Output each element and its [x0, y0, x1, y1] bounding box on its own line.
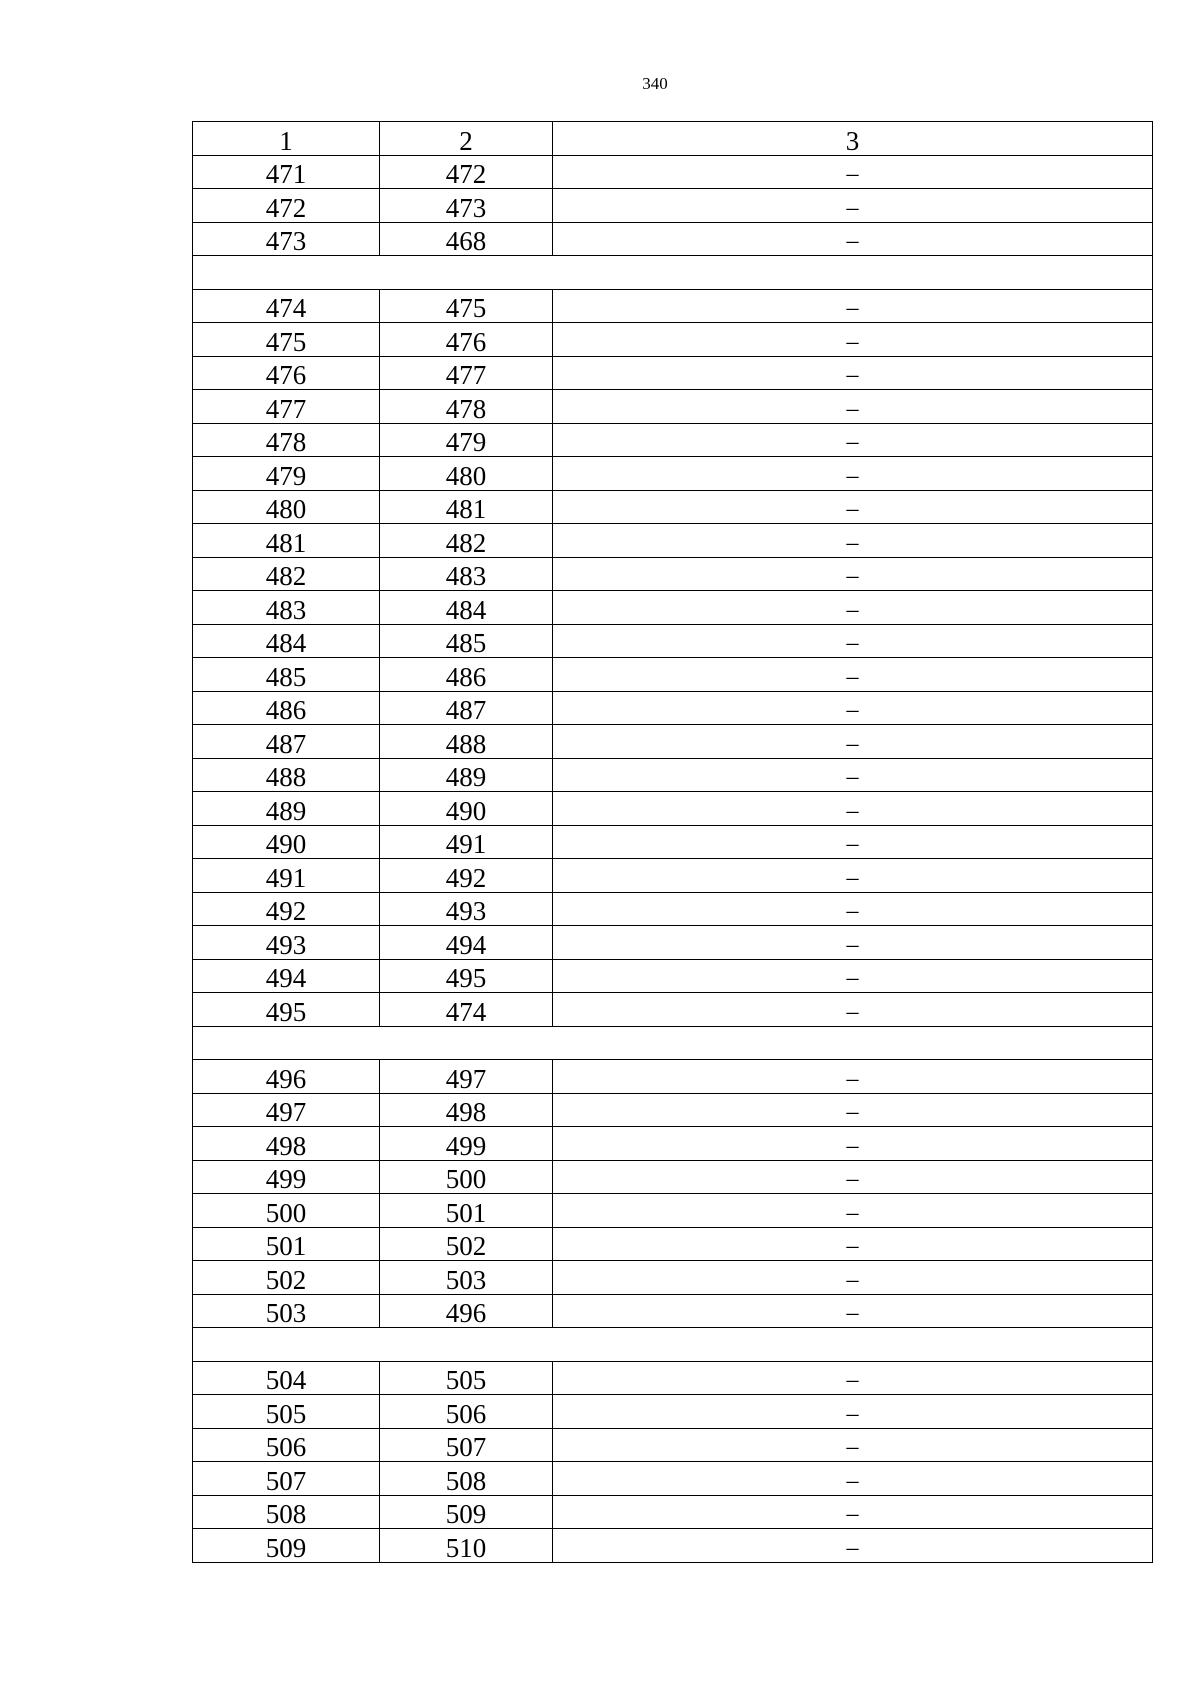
cell-col-2: 500: [380, 1160, 553, 1194]
table-row: [193, 591, 1153, 625]
cell-col-3: –: [553, 725, 1153, 759]
table-row: [193, 758, 1153, 792]
table-row: [193, 892, 1153, 926]
cell-col-1: 500: [193, 1194, 380, 1228]
data-table-container: [192, 121, 1152, 1563]
cell-col-2: 491: [380, 825, 553, 859]
cell-col-1: 488: [193, 758, 380, 792]
table-row: [193, 222, 1153, 256]
cell-col-3: –: [553, 892, 1153, 926]
cell-col-3: –: [553, 1227, 1153, 1261]
cell-col-1: 479: [193, 457, 380, 491]
cell-col-1: 499: [193, 1160, 380, 1194]
cell-col-2: 487: [380, 691, 553, 725]
cell-col-1: 497: [193, 1093, 380, 1127]
cell-col-2: 477: [380, 356, 553, 390]
cell-col-3: –: [553, 1361, 1153, 1395]
cell-col-1: 474: [193, 289, 380, 323]
cell-col-1: 492: [193, 892, 380, 926]
cell-col-3: –: [553, 356, 1153, 390]
table-row: [193, 289, 1153, 323]
cell-col-2: 484: [380, 591, 553, 625]
cell-col-1: 482: [193, 557, 380, 591]
cell-col-1: 505: [193, 1395, 380, 1429]
cell-col-1: 495: [193, 993, 380, 1027]
cell-col-3: –: [553, 155, 1153, 189]
cell-col-3: –: [553, 859, 1153, 893]
cell-col-1: 485: [193, 658, 380, 692]
cell-col-2: 510: [380, 1529, 553, 1563]
cell-col-3: –: [553, 490, 1153, 524]
table-row: [193, 423, 1153, 457]
cell-col-3: –: [553, 457, 1153, 491]
cell-col-2: 475: [380, 289, 553, 323]
table-row: [193, 658, 1153, 692]
table-separator-row: [193, 256, 1153, 290]
table-row: [193, 859, 1153, 893]
table-row: [193, 1127, 1153, 1161]
cell-col-2: 482: [380, 524, 553, 558]
cell-col-1: 480: [193, 490, 380, 524]
table-row: [193, 1093, 1153, 1127]
cell-col-2: 492: [380, 859, 553, 893]
table-row: [193, 356, 1153, 390]
cell-col-3: –: [553, 1495, 1153, 1529]
cell-col-2: 507: [380, 1428, 553, 1462]
table-row: [193, 1160, 1153, 1194]
cell-col-2: 481: [380, 490, 553, 524]
cell-col-2: 483: [380, 557, 553, 591]
table-row: [193, 1194, 1153, 1228]
data-table: [192, 121, 1153, 1563]
cell-col-1: 502: [193, 1261, 380, 1295]
cell-col-2: 502: [380, 1227, 553, 1261]
cell-col-1: 473: [193, 222, 380, 256]
cell-col-1: 472: [193, 189, 380, 223]
cell-col-3: –: [553, 524, 1153, 558]
cell-col-2: 505: [380, 1361, 553, 1395]
cell-col-1: 476: [193, 356, 380, 390]
table-row: [193, 155, 1153, 189]
table-separator-row: [193, 1328, 1153, 1362]
cell-col-3: –: [553, 189, 1153, 223]
cell-col-1: 483: [193, 591, 380, 625]
table-row: [193, 1361, 1153, 1395]
table-row: [193, 792, 1153, 826]
column-header-3: 3: [553, 122, 1153, 156]
cell-col-3: –: [553, 1127, 1153, 1161]
cell-col-2: 480: [380, 457, 553, 491]
table-body: [193, 155, 1153, 1562]
table-row: [193, 926, 1153, 960]
cell-col-2: 497: [380, 1060, 553, 1094]
cell-col-3: –: [553, 792, 1153, 826]
cell-col-1: 506: [193, 1428, 380, 1462]
cell-col-1: 503: [193, 1294, 380, 1328]
cell-col-1: 508: [193, 1495, 380, 1529]
cell-col-2: 494: [380, 926, 553, 960]
cell-col-1: 501: [193, 1227, 380, 1261]
page-number: 340: [642, 74, 668, 93]
table-row: [193, 1462, 1153, 1496]
table-row: [193, 390, 1153, 424]
cell-col-3: –: [553, 1294, 1153, 1328]
cell-col-2: 474: [380, 993, 553, 1027]
table-separator-row: [193, 1026, 1153, 1060]
cell-col-3: –: [553, 1194, 1153, 1228]
cell-col-2: 479: [380, 423, 553, 457]
separator-cell: [193, 256, 1153, 290]
table-row: [193, 624, 1153, 658]
table-row: [193, 725, 1153, 759]
cell-col-1: 507: [193, 1462, 380, 1496]
table-row: [193, 1529, 1153, 1563]
cell-col-2: 496: [380, 1294, 553, 1328]
cell-col-1: 496: [193, 1060, 380, 1094]
table-row: [193, 323, 1153, 357]
cell-col-1: 490: [193, 825, 380, 859]
cell-col-3: –: [553, 624, 1153, 658]
cell-col-1: 471: [193, 155, 380, 189]
cell-col-2: 473: [380, 189, 553, 223]
table-row: [193, 959, 1153, 993]
cell-col-2: 498: [380, 1093, 553, 1127]
cell-col-3: –: [553, 1060, 1153, 1094]
cell-col-3: –: [553, 323, 1153, 357]
cell-col-1: 478: [193, 423, 380, 457]
cell-col-2: 490: [380, 792, 553, 826]
table-row: [193, 490, 1153, 524]
cell-col-2: 509: [380, 1495, 553, 1529]
table-row: [193, 1261, 1153, 1295]
cell-col-3: –: [553, 825, 1153, 859]
table-row: [193, 557, 1153, 591]
cell-col-2: 495: [380, 959, 553, 993]
column-header-2: 2: [380, 122, 553, 156]
cell-col-3: –: [553, 222, 1153, 256]
cell-col-3: –: [553, 758, 1153, 792]
cell-col-3: –: [553, 993, 1153, 1027]
cell-col-3: –: [553, 557, 1153, 591]
cell-col-2: 486: [380, 658, 553, 692]
table-row: [193, 1227, 1153, 1261]
cell-col-1: 475: [193, 323, 380, 357]
cell-col-2: 472: [380, 155, 553, 189]
cell-col-2: 493: [380, 892, 553, 926]
cell-col-1: 493: [193, 926, 380, 960]
cell-col-1: 494: [193, 959, 380, 993]
cell-col-3: –: [553, 1093, 1153, 1127]
table-row: [193, 1060, 1153, 1094]
cell-col-3: –: [553, 1428, 1153, 1462]
cell-col-2: 488: [380, 725, 553, 759]
cell-col-1: 489: [193, 792, 380, 826]
cell-col-1: 486: [193, 691, 380, 725]
table-row: [193, 189, 1153, 223]
cell-col-3: –: [553, 926, 1153, 960]
cell-col-2: 508: [380, 1462, 553, 1496]
cell-col-1: 509: [193, 1529, 380, 1563]
separator-cell: [193, 1026, 1153, 1060]
cell-col-1: 504: [193, 1361, 380, 1395]
table-row: [193, 1294, 1153, 1328]
cell-col-1: 498: [193, 1127, 380, 1161]
cell-col-3: –: [553, 959, 1153, 993]
cell-col-3: –: [553, 691, 1153, 725]
cell-col-2: 501: [380, 1194, 553, 1228]
cell-col-2: 499: [380, 1127, 553, 1161]
cell-col-2: 489: [380, 758, 553, 792]
table-row: [193, 1428, 1153, 1462]
cell-col-3: –: [553, 390, 1153, 424]
cell-col-2: 478: [380, 390, 553, 424]
cell-col-3: –: [553, 658, 1153, 692]
table-row: [193, 993, 1153, 1027]
cell-col-3: –: [553, 1395, 1153, 1429]
cell-col-2: 506: [380, 1395, 553, 1429]
cell-col-1: 477: [193, 390, 380, 424]
cell-col-1: 481: [193, 524, 380, 558]
cell-col-2: 503: [380, 1261, 553, 1295]
cell-col-3: –: [553, 423, 1153, 457]
cell-col-2: 476: [380, 323, 553, 357]
table-row: [193, 1395, 1153, 1429]
table-row: [193, 1495, 1153, 1529]
cell-col-1: 484: [193, 624, 380, 658]
table-row: [193, 691, 1153, 725]
cell-col-3: –: [553, 1529, 1153, 1563]
table-row: [193, 524, 1153, 558]
cell-col-1: 491: [193, 859, 380, 893]
column-header-1: 1: [193, 122, 380, 156]
cell-col-1: 487: [193, 725, 380, 759]
separator-cell: [193, 1328, 1153, 1362]
cell-col-3: –: [553, 1160, 1153, 1194]
cell-col-3: –: [553, 289, 1153, 323]
cell-col-3: –: [553, 1261, 1153, 1295]
table-row: [193, 825, 1153, 859]
cell-col-3: –: [553, 1462, 1153, 1496]
cell-col-3: –: [553, 591, 1153, 625]
cell-col-2: 468: [380, 222, 553, 256]
cell-col-2: 485: [380, 624, 553, 658]
table-header-row: [193, 122, 1153, 156]
table-row: [193, 457, 1153, 491]
